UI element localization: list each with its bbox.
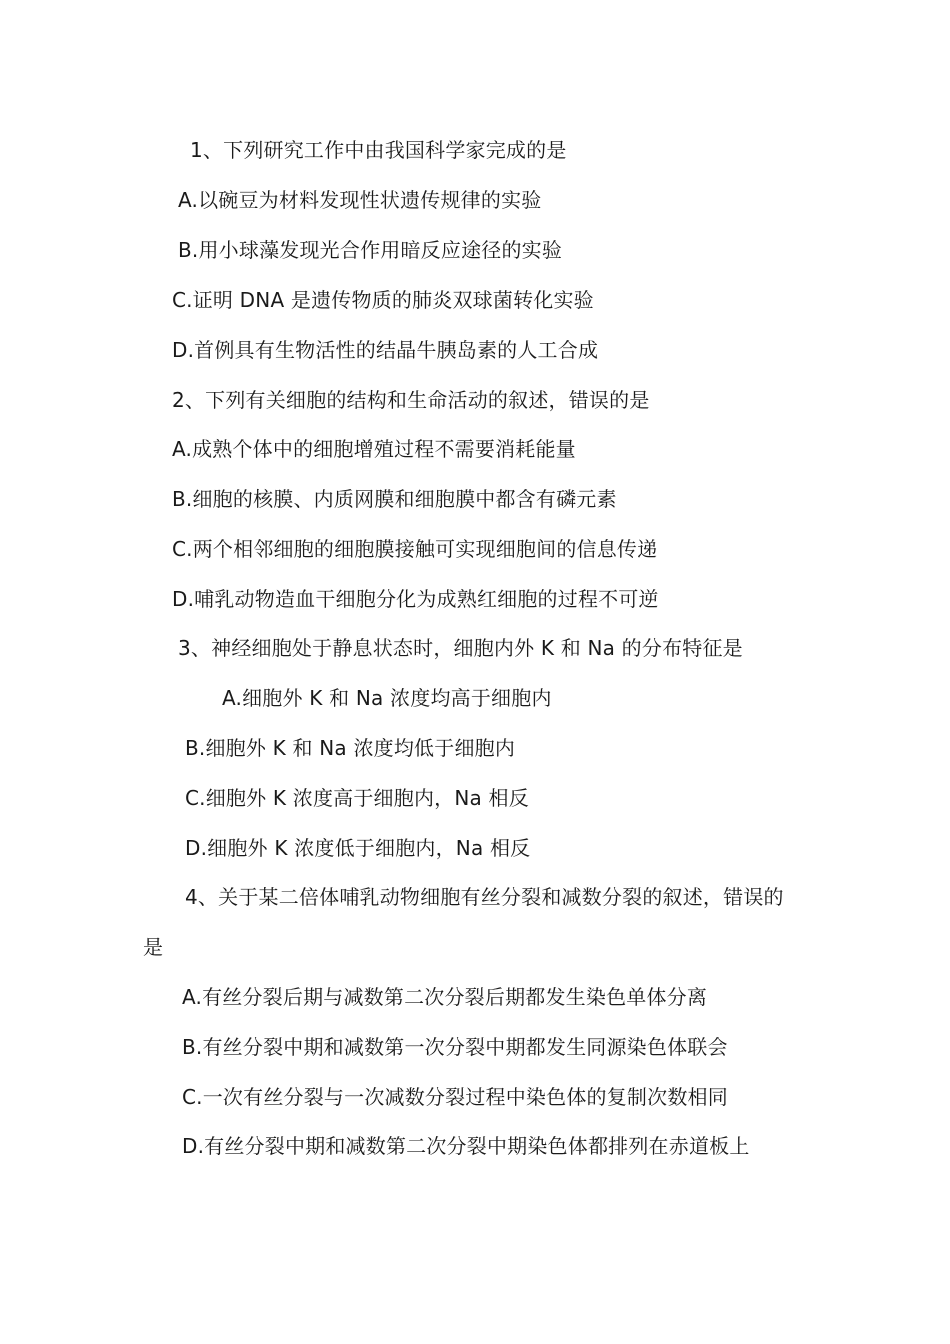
question-3-option-c: C.细胞外 K 浓度高于细胞内，Na 相反	[185, 786, 529, 810]
question-4-option-d: D.有丝分裂中期和减数第二次分裂中期染色体都排列在赤道板上	[182, 1134, 750, 1158]
question-2-option-a: A.成熟个体中的细胞增殖过程不需要消耗能量	[172, 437, 576, 461]
question-4-option-b: B.有丝分裂中期和减数第一次分裂中期都发生同源染色体联会	[182, 1035, 728, 1059]
question-1-option-b: B.用小球藻发现光合作用暗反应途径的实验	[178, 238, 563, 262]
question-1-option-c: C.证明 DNA 是遗传物质的肺炎双球菌转化实验	[172, 288, 594, 312]
question-1-option-d: D.首例具有生物活性的结晶牛胰岛素的人工合成	[172, 338, 599, 362]
question-3-option-d: D.细胞外 K 浓度低于细胞内，Na 相反	[185, 836, 531, 860]
question-3-option-b: B.细胞外 K 和 Na 浓度均低于细胞内	[185, 736, 516, 760]
question-2-stem: 2、下列有关细胞的结构和生命活动的叙述，错误的是	[172, 388, 650, 412]
question-2-option-c: C.两个相邻细胞的细胞膜接触可实现细胞间的信息传递	[172, 537, 658, 561]
question-2-option-b: B.细胞的核膜、内质网膜和细胞膜中都含有磷元素	[172, 487, 617, 511]
question-1-stem: 1、下列研究工作中由我国科学家完成的是	[190, 138, 567, 162]
question-4-stem-continued: 是	[143, 935, 164, 959]
question-4-option-c: C.一次有丝分裂与一次减数分裂过程中染色体的复制次数相同	[182, 1085, 728, 1109]
question-4-option-a: A.有丝分裂后期与减数第二次分裂后期都发生染色单体分离	[182, 985, 708, 1009]
question-2-option-d: D.哺乳动物造血干细胞分化为成熟红细胞的过程不可逆	[172, 587, 659, 611]
question-3-stem: 3、神经细胞处于静息状态时，细胞内外 K 和 Na 的分布特征是	[178, 636, 743, 660]
question-1-option-a: A.以碗豆为材料发现性状遗传规律的实验	[178, 188, 542, 212]
question-3-option-a: A.细胞外 K 和 Na 浓度均高于细胞内	[222, 686, 552, 710]
question-4-stem: 4、关于某二倍体哺乳动物细胞有丝分裂和减数分裂的叙述，错误的	[185, 885, 784, 909]
